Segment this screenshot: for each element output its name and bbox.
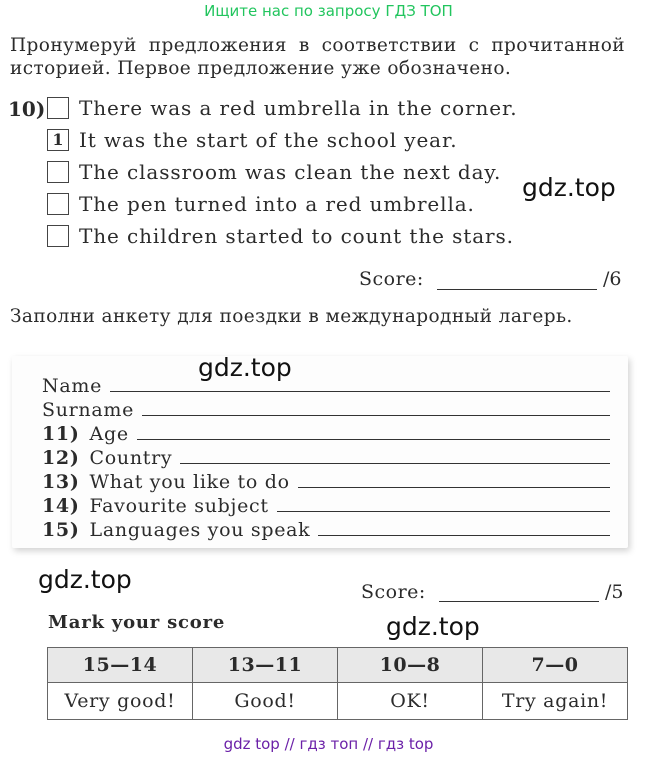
field-input-line[interactable]: [318, 535, 610, 536]
question-number-10: 10): [8, 97, 46, 121]
field-label: Age: [89, 423, 129, 445]
watermark: gdz.top: [198, 353, 292, 382]
form-field-country[interactable]: [42, 445, 610, 469]
form-field-subject[interactable]: [42, 493, 610, 517]
field-number: 13): [42, 471, 80, 493]
number-box[interactable]: [47, 161, 69, 183]
form-field-age[interactable]: [42, 421, 610, 445]
score-total: /5: [605, 581, 624, 603]
field-label: Languages you speak: [89, 519, 311, 541]
sentence-text: There was a red umbrella in the corner.: [79, 96, 518, 120]
score-input-line[interactable]: [439, 601, 599, 602]
sentence-row: [47, 127, 458, 153]
score-label: Score:: [359, 268, 424, 290]
form-field-hobbies[interactable]: [42, 469, 610, 493]
score-range-cell: 15—14: [48, 648, 193, 683]
field-input-line[interactable]: [277, 511, 610, 512]
watermark: gdz.top: [38, 565, 132, 594]
score-label: Score:: [361, 581, 426, 603]
score-grade-cell: OK!: [338, 683, 483, 720]
number-box[interactable]: [47, 97, 69, 119]
field-number: 14): [42, 495, 80, 517]
sentence-row: [47, 95, 518, 121]
sentence-row: [47, 191, 475, 217]
task1-instruction: Пронумеруй предложения в соответствии с прочитанной историей. Первое предложение уже обозначено.: [10, 35, 625, 79]
form-field-surname[interactable]: [42, 397, 610, 421]
score-range-cell: 13—11: [193, 648, 338, 683]
top-banner: Ищите нас по запросу ГДЗ ТОП: [204, 2, 453, 20]
mark-your-score-title: Mark your score: [48, 612, 226, 633]
number-box[interactable]: 1: [47, 129, 69, 151]
score-table: [47, 647, 628, 720]
field-number: 11): [42, 423, 80, 445]
score-input-line[interactable]: [437, 289, 597, 290]
watermark: gdz.top: [522, 173, 616, 202]
sentence-text: The children started to count the stars.: [79, 224, 514, 248]
sentence-text: It was the start of the school year.: [79, 128, 458, 152]
field-label: Country: [89, 447, 173, 469]
field-input-line[interactable]: [142, 415, 610, 416]
score-grade-cell: Very good!: [48, 683, 193, 720]
footer-watermark: gdz top // гдз топ // гдз top: [223, 735, 434, 753]
score-range-cell: 10—8: [338, 648, 483, 683]
form-field-languages[interactable]: [42, 517, 610, 541]
sentence-text: The classroom was clean the next day.: [79, 160, 502, 184]
field-label: Surname: [42, 399, 135, 421]
sentence-row: [47, 223, 514, 249]
score-grade-cell: Good!: [193, 683, 338, 720]
field-number: 15): [42, 519, 80, 541]
score-grade-row: [48, 683, 628, 720]
field-input-line[interactable]: [298, 487, 610, 488]
field-input-line[interactable]: [180, 463, 610, 464]
field-label: Favourite subject: [89, 495, 269, 517]
task2-instruction: Заполни анкету для поездки в международный лагерь.: [10, 306, 573, 327]
score-range-cell: 7—0: [483, 648, 628, 683]
number-box[interactable]: [47, 193, 69, 215]
form-field-name[interactable]: [42, 373, 610, 397]
field-input-line[interactable]: [137, 439, 610, 440]
score-grade-cell: Try again!: [483, 683, 628, 720]
sentence-row: [47, 159, 501, 185]
number-box[interactable]: [47, 225, 69, 247]
field-input-line[interactable]: [110, 391, 610, 392]
watermark: gdz.top: [386, 612, 480, 641]
score-range-row: [48, 648, 628, 683]
sentence-text: The pen turned into a red umbrella.: [79, 192, 475, 216]
field-number: 12): [42, 447, 80, 469]
field-label: Name: [42, 375, 103, 397]
field-label: What you like to do: [89, 471, 290, 493]
score-total: /6: [603, 268, 622, 290]
